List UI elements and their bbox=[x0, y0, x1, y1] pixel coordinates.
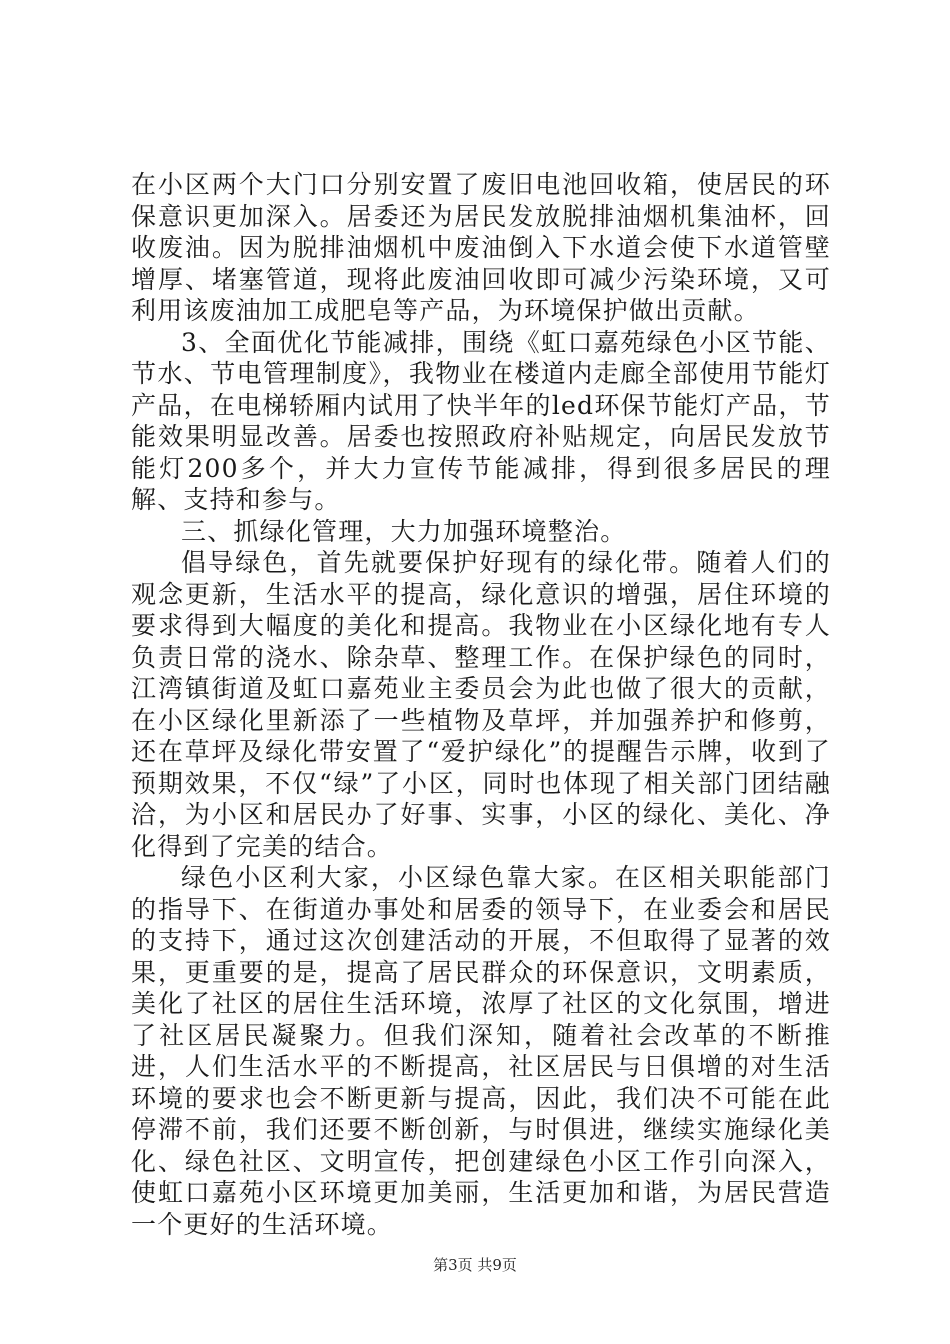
paragraph-2: 3、全面优化节能减排，围绕《虹口嘉苑绿色小区节能、节水、节电管理制度》，我物业在楼道内走廊全部使用节能灯产品，在电梯轿厢内试用了快半年的led环保节能灯产品，节能效果明显改善。居委也按照政府补贴规定，向居民发放节能灯200多个，并大力宣传节能减排，得到很多居民的理解、支持和参与。 bbox=[131, 327, 831, 514]
section-heading: 三、抓绿化管理，大力加强环境整治。 bbox=[181, 516, 627, 546]
paragraph-1: 在小区两个大门口分别安置了废旧电池回收箱，使居民的环保意识更加深入。居委还为居民发放脱排油烟机集油杯，回收废油。因为脱排油烟机中废油倒入下水道会使下水道管壁增厚、堵塞管道，现将此废油回收即可减少污染环境，又可利用该废油加工成肥皂等产品，为环境保护做出贡献。 bbox=[131, 170, 831, 325]
page-footer: 第3页 共9页 bbox=[433, 1256, 517, 1274]
paragraph-4: 倡导绿色，首先就要保护好现有的绿化带。随着人们的观念更新，生活水平的提高，绿化意识的增强，居住环境的要求得到大幅度的美化和提高。我物业在小区绿化地有专人负责日常的浇水、除杂草、整理工作。在保护绿色的同时，江湾镇街道及虹口嘉苑业主委员会为此也做了很大的贡献，在小区绿化里新添了一些植物及草坪，并加强养护和修剪，还在草坪及绿化带安置了“爱护绿化”的提醒告示牌，收到了预期效果，不仅“绿”了小区，同时也体现了相关部门团结融洽，为小区和居民办了好事、实事，小区的绿化、美化、净化得到了完美的结合。 bbox=[131, 548, 831, 861]
document-body bbox=[131, 169, 831, 1240]
paragraph-5: 绿色小区利大家，小区绿色靠大家。在区相关职能部门的指导下、在街道办事处和居委的领导下，在业委会和居民的支持下，通过这次创建活动的开展，不但取得了显著的效果，更重要的是，提高了居民群众的环保意识，文明素质，美化了社区的居住生活环境，浓厚了社区的文化氛围，增进了社区居民凝聚力。但我们深知，随着社会改革的不断推进，人们生活水平的不断提高，社区居民与日俱增的对生活环境的要求也会不断更新与提高，因此，我们决不可能在此停滞不前，我们还要不断创新，与时俱进，继续实施绿化美化、绿色社区、文明宣传，把创建绿色小区工作引向深入，使虹口嘉苑小区环境更加美丽，生活更加和谐，为居民营造一个更好的生活环境。 bbox=[131, 863, 831, 1239]
